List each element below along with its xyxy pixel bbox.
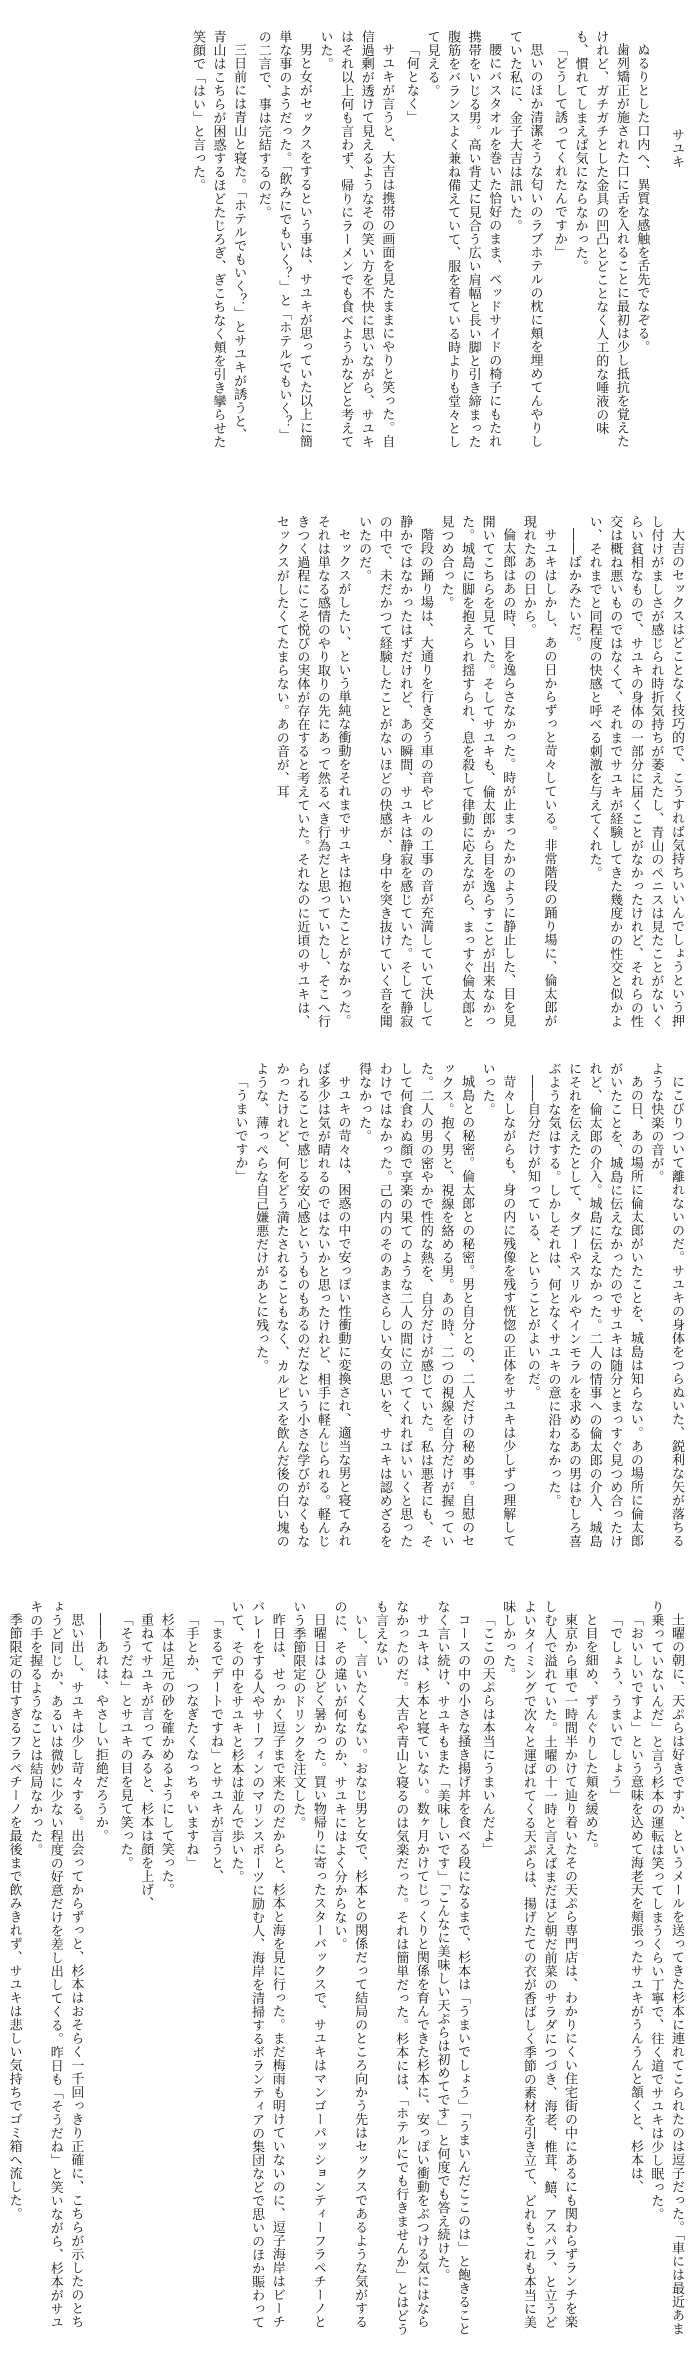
- paragraph: サユキはしかし、あの日からずっと苛々している。非常階段の踊り場に、倫太郎が現れたあの日から。: [520, 515, 557, 1028]
- paragraph: 「ここの天ぷらは本当にうまいんだよ」: [479, 1613, 495, 1856]
- paragraph: 階段の踊り場は、大通りを行き交う車の音やビルの工事の音が充満していて決して静かではなかったはずだけれど、あの瞬間、サユキは静寂を感じていた。そして静寂の中で、未だかつて経験したことがないほどの快感が、身中を突き抜けていく音を聞いたのだ。: [356, 515, 433, 1028]
- paragraph: サユキが言うと、大吉は携帯の画面を見たままにやりと笑った。自信過剰が透けて見えるようなその笑い方を不快に思いながら、サユキはそれ以上何も言わず、帰りにラーメンでも食べようかなどと考えていた。: [317, 30, 395, 449]
- paragraph: 「まるでデートですね」とサユキが言うと、: [207, 1613, 223, 1883]
- paragraph: 苛々しながらも、身の内に残像を残す恍惚の正体をサユキは少しずつ理解していった。: [479, 1062, 516, 1548]
- paragraph: セックスがしたい、という単純な衝動をそれまでサユキは抱いたことがなかった。それは単なる感情のやり取りの先にあって然るべき行為だと思っていたし、そこへ行きつく過程にこそ悦びの実体が存在すると考えていた。それなのに近頃のサユキは、セックスがしたくてたまらない。あの音が、耳: [273, 515, 351, 1028]
- paragraph: 男と女がセックスをするという事は、サユキが思っていた以上に簡単な事のようだった。「飲みにでもいく？」と「ホテルでもいく？」の二言で、事は完結するのだ。: [255, 30, 312, 448]
- paragraph: ――ばかみたいだ。: [566, 528, 582, 650]
- paragraph: 土曜の朝に、天ぷらは好きですか、というメールを送ってきた杉本に連れてこられたのは逗子だった。「車には最近あまり乗っていないんだ」と言う杉本の運転は笑ってしまうくらい丁寧で、往く道でサユキは少し眠った。: [648, 1600, 684, 2336]
- paragraph: ――自分だけが知っている、ということがよいのだ。: [524, 1075, 540, 1399]
- paragraph: 城島との秘密。倫太郎との秘密。男と自分との、二人だけの秘め事。自慰のセックス。抱く男と、視線を絡める男。あの時、二つの視線を自分だけが握っていた。二人の男の密やかで性的な熱を、自分だけが感じていた。私は悪者にも、そして何食わぬ顔で享楽の果てのような二人の間に立ってくれればいいくと思ったわけではなかった。己の内のそのあまさらしい女の思いを、サユキは認めざるを得なかった。: [356, 1062, 475, 1548]
- text-block-1: [14, 30, 686, 450]
- paragraph: 歯列矯正が施された口に舌を入れることに最初は少し抵抗を覚えたけれど、ガチガチとした金具の凹凸とどことなく人工的な唾液の味も、慣れてしまえば気にならなかった。: [572, 30, 629, 448]
- paragraph: 三日前には青山と寝た。「ホテルでもいく？」とサユキが誘うと、青山はこちらが困惑するほどたじろぎ、ぎこちなく頬を引き攣らせた笑顔で「はい」と言った。: [189, 30, 247, 449]
- paragraph: 「うまいですか」: [232, 1075, 248, 1183]
- paragraph: 杉本は足元の砂を確かめるようにして笑った。: [158, 1613, 174, 1897]
- paragraph: 倫太郎はあの時、目を逸らさなかった。時が止まったかのように静止した、目を見開いてこちらを見ていた。そしてサユキも、倫太郎から目を逸らすことが出来なかった。城島に脚を抱えられ揺すられ、息を殺して律動に応えながら、まっすぐ倫太郎と見つめ合った。: [438, 515, 516, 1028]
- paragraph: 思いのほか清潔そうな匂いのラブホテルの枕に頬を埋めてんやりしていた私に、金子大吉は訊いた。: [506, 30, 543, 448]
- paragraph: サユキの苛々は、困惑の中で安っぽい性衝動に変換され、適当な男と寝てみれば多少は気が晴れるのではないかと思ったけれど、相手に軽んじられる。軽んじられることで感じる安心感というものもあるのだなという小さな学びがなくもなかったけれど、何をどう満たされることもなく、カルピスを飲んだ後の白い塊のような、薄っぺらな自己嫌悪だけがあとに残った。: [253, 1062, 351, 1548]
- paragraph: 腰にバスタオルを巻いた恰好のまま、ベッドサイドの椅子にもたれ携帯をいじる男。高い背丈に見合う広い肩幅と長い脚と引き締まった腹筋をバランスよく兼ね備えていて、服を着ている時よりも堂々として見える。: [424, 30, 502, 449]
- chapter-title: サユキ: [669, 127, 684, 168]
- paragraph: サユキは、杉本と寝ていない。数ヶ月かけてじっくりと関係を育んできた杉本に、安っぽい衝動をぶつける気にはならなかったのだ。大吉や青山と寝るのは気楽だった。それは簡単だった。杉本には、「ホテルにでも行きませんか」とはどうも言えない: [372, 1600, 429, 2336]
- paragraph: ぬるりとした口内へ、異質な感触を舌先でなぞる。: [634, 43, 650, 354]
- paragraph: 「おいしいですよ」という意味を込めて海老天を頬張ったサユキがうんうんと頷くと、杉本は、: [627, 1613, 643, 2194]
- paragraph: 季節限定の甘すぎるフラペチーノを最後まで飲みきれず、サユキは悲しい気持ちでゴミ箱へ流した。: [6, 1613, 22, 2221]
- text-block-4: [6, 1600, 686, 2340]
- paragraph: 「何となく」: [403, 43, 419, 124]
- paragraph: 「でしょう、うまいでしょう」: [607, 1613, 623, 1802]
- paragraph: 思い出し、サユキは少し苛々する。出会ってからずっと、杉本はおそらく一千回っきり正確に、こちらが示したのとちょうど同じか、あるいは微妙に少ない程度の好意だけを差し出してくる。昨日も「そうだね」と笑いながら、杉本がサユキの手を握るようなことは結局なかった。: [27, 1600, 84, 2329]
- paragraph: いし、言いたくもない。おなじ男と女で、杉本との関係だって結局のところ向かう先はセックスであるような気がするのに、その違いが何なのか、サユキにはよく分からない。: [331, 1600, 368, 2329]
- text-block-2: [14, 515, 686, 1035]
- paragraph: 「手とか、つなぎたくなっちゃいますね」: [183, 1613, 199, 1870]
- paragraph: にこびりついて離れないのだ。サユキの身体をつらぬいた、鋭利な矢が落ちるような快楽の音が。: [648, 1062, 684, 1548]
- paragraph: 大吉のセックスはどことなく技巧的で、こうすれば気持ちいいんでしょうという押し付けがましさが感じられ時折気持ちが萎えたし、青山のペニスは見たことがないくらい貧相なもので、サユキの身体の一部分に届くことがなかったけれど、それらの性交は概ね悪いものではなくて、それまでサユキが経験してきた幾度かの性交と似かよい、それまでと同程度の快感と呼べる刺激を与えてくれた。: [586, 515, 684, 1028]
- text-block-3: [14, 1062, 686, 1552]
- paragraph: あの日、あの場所に倫太郎がいたことを、城島は知らない。あの場所に倫太郎がいたことを、城島に伝えなかったのでサユキは随分とまっすぐ見つめ合ったけれど、倫太郎の介入。城島に伝えなかった。二人の情事への倫太郎の介入、城島にそれを伝えたとして、タブーやスリルやインモラルを求めるあの男はむしろ喜ぶような気はする。しかしそれは、何となくサユキの意に沿わなかった。: [545, 1062, 643, 1548]
- paragraph: ――あれは、やさしい拒絶だろうか。: [92, 1613, 108, 1843]
- paragraph: と目を細め、ずんぐりした頬を緩めた。: [582, 1613, 598, 1856]
- paragraph: 昨日は、せっかく逗子まで来たのだからと、杉本と海を見に行った。まだ梅雨も明けていないのに、逗子海岸はビーチバレーをする人やサーフィンのマリンスポーツに励む人、海岸を清掃するボランティアの集団などで思いのほか賑わっていて、その中をサユキと杉本は並んで歩いた。: [228, 1600, 285, 2329]
- paragraph: 重ねてサユキが言ってみると、杉本は顔を上げ、: [138, 1613, 154, 1910]
- paragraph: コースの中の小さな掻き揚げ丼を食べる段になるまで、杉本は「うまいでしょう」「うまいんだここのは」と飽きることなく言い続け、サユキもまた「美味しいです」「こんなに美味しい天ぷらは初めてです」と何度でも答え続けた。: [434, 1600, 471, 2336]
- paragraph: 東京から車で一時間半かけて辿り着いたその天ぷら専門店は、わかりにくい住宅街の中にあるにも関わらずランチを楽しむ人で溢れていた。土曜の十一時と言えばまだほど朝だ前菜のサラダにつづき、海老、椎茸、鱚、アスパラ、と立うどよいタイミングで次々と運ばれてくる天ぷらは、揚げたての衣が香ばしく季節の素材を引き立て、どれもこれも本当に美味しかった。: [500, 1600, 578, 2329]
- paragraph: 日曜日はひどく暑かった。買い物帰りに寄ったスターバックスで、サユキはマンゴーパッションティーフラペチーノという季節限定のドリンクを注文した。: [290, 1600, 326, 2329]
- paragraph: 「そうだね」とサユキの目を見て笑った。: [117, 1613, 133, 1870]
- paragraph: 「どうして誘ってくれたんですか」: [552, 43, 568, 259]
